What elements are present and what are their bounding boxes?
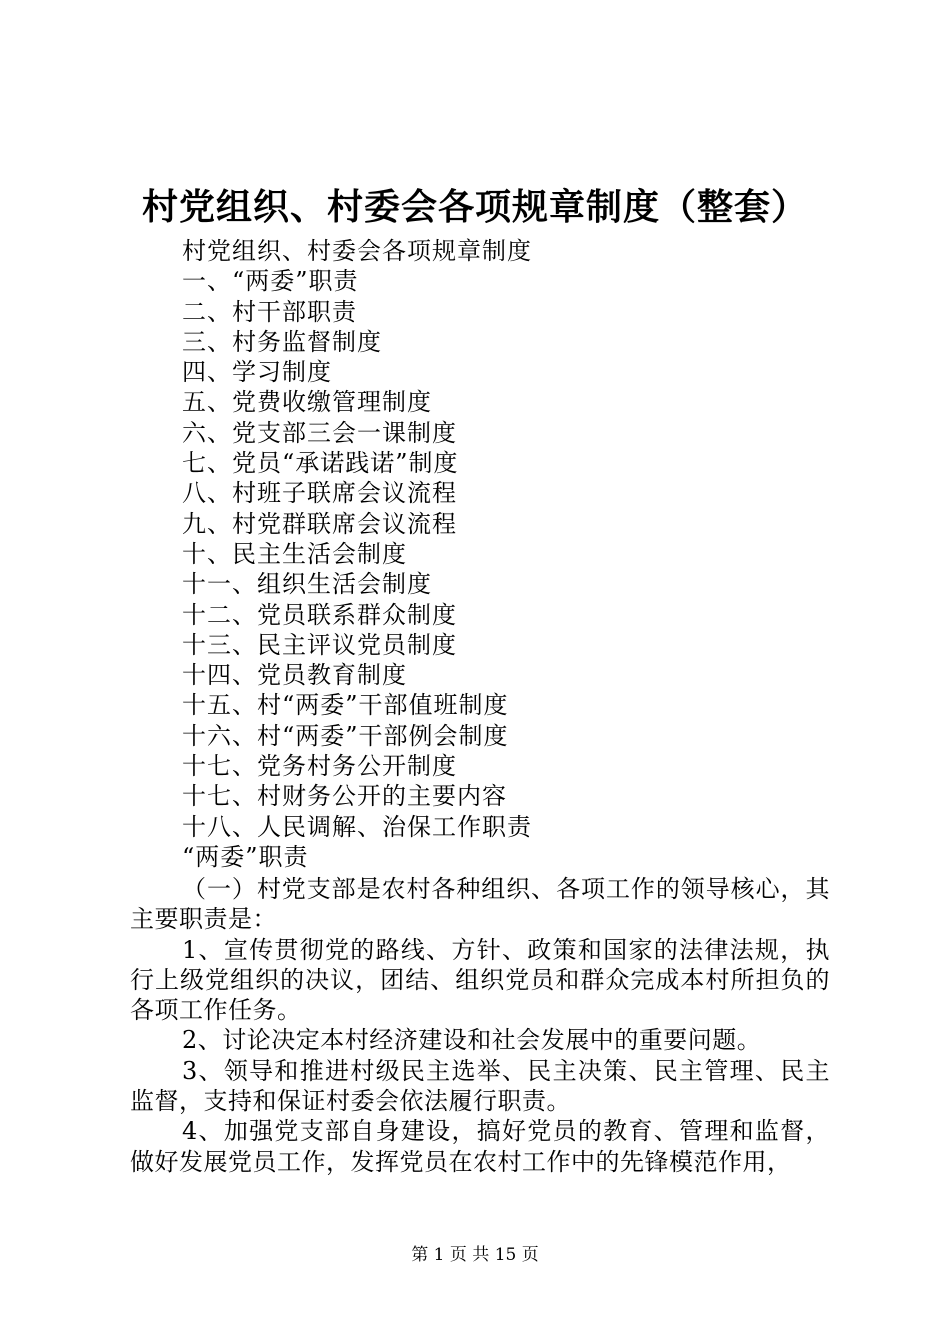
toc-item: 六、党支部三会一课制度 <box>182 418 457 447</box>
toc-item: 十、民主生活会制度 <box>182 539 407 568</box>
section-heading: “两委”职责 <box>182 842 309 871</box>
table-of-contents <box>182 236 532 872</box>
document-title: 村党组织、村委会各项规章制度（整套） <box>141 186 808 228</box>
body-paragraph: 3、领导和推进村级民主选举、民主决策、民主管理、民主监督，支持和保证村委会依法履行职责。 <box>130 1056 830 1116</box>
toc-item: 四、学习制度 <box>182 358 332 387</box>
toc-item: 十五、村“两委”干部值班制度 <box>182 691 509 720</box>
toc-item: 十七、村财务公开的主要内容 <box>182 782 507 811</box>
page-footer: 第 1 页 共 15 页 <box>411 1245 539 1265</box>
toc-item: 一、“两委”职责 <box>182 267 359 296</box>
toc-item: 十二、党员联系群众制度 <box>182 600 457 629</box>
body-paragraph: 4、加强党支部自身建设，搞好党员的教育、管理和监督，做好发展党员工作，发挥党员在农村工作中的先锋模范作用， <box>130 1117 830 1176</box>
body-paragraph: （一）村党支部是农村各种组织、各项工作的领导核心，其主要职责是： <box>130 875 830 934</box>
toc-item: 三、村务监督制度 <box>182 327 382 356</box>
toc-item: 九、村党群联席会议流程 <box>182 509 457 538</box>
body-text <box>130 874 830 1177</box>
toc-item: 村党组织、村委会各项规章制度 <box>182 237 532 265</box>
toc-item: 八、村班子联席会议流程 <box>182 479 457 508</box>
toc-item: 十四、党员教育制度 <box>182 661 407 690</box>
toc-item: 十三、民主评议党员制度 <box>182 630 457 659</box>
body-paragraph: 2、讨论决定本村经济建设和社会发展中的重要问题。 <box>182 1026 762 1055</box>
toc-item: 二、村干部职责 <box>182 297 357 326</box>
toc-item: 十八、人民调解、治保工作职责 <box>182 812 532 841</box>
body-paragraph: 1、宣传贯彻党的路线、方针、政策和国家的法律法规，执行上级党组织的决议，团结、组织党员和群众完成本村所担负的各项工作任务。 <box>130 935 830 1025</box>
toc-item: 七、党员“承诺践诺”制度 <box>182 449 459 478</box>
toc-item: 十七、党务村务公开制度 <box>182 752 457 781</box>
toc-item: 五、党费收缴管理制度 <box>182 388 432 417</box>
toc-item: 十六、村“两委”干部例会制度 <box>182 721 509 750</box>
toc-item: 十一、组织生活会制度 <box>182 570 432 599</box>
